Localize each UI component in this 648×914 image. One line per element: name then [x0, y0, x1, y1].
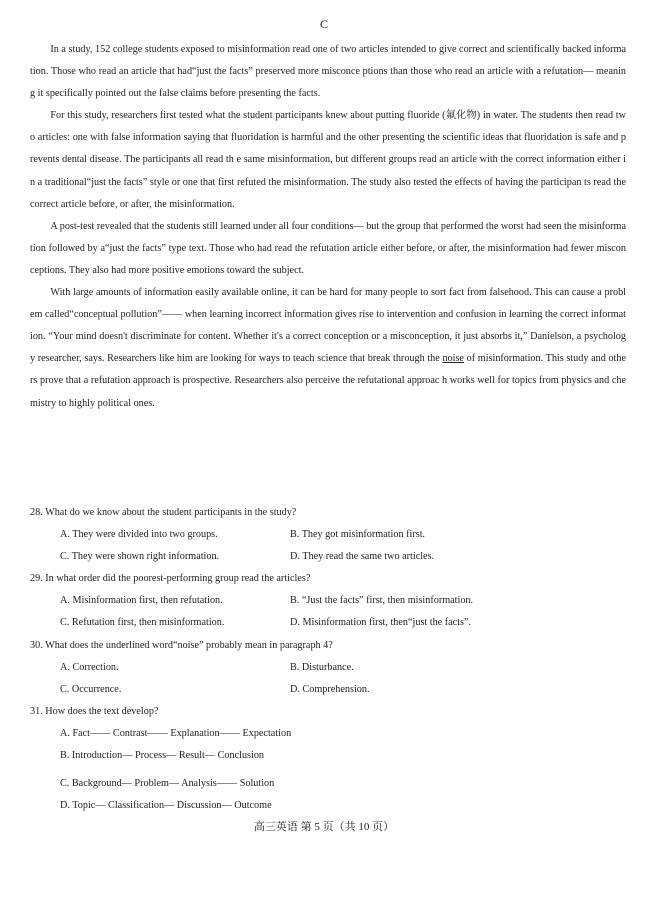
answer-option: D. Comprehension.	[290, 683, 370, 695]
option-row	[30, 773, 626, 795]
answer-option: B. Disturbance.	[290, 661, 354, 673]
paragraph-text: With large amounts of information easily available online, it can be hard for many people to sort fact from falsehood. This can cause a problem called“conceptual pollution”—— when learning incorrect information gives rise to intervention and confusion in learning the correct information. “Your mind doesn't discriminate for content. Whether it's a correct conception or a misconception, it just absorbs it,” Danielson, a psychology researcher, says. Researchers like him are looking for ways to teach science that break through the	[30, 287, 626, 365]
answer-option: D. Topic— Classification— Discussion— Outcome	[60, 800, 272, 812]
section-letter: C	[319, 17, 328, 31]
paragraph-text: In a study, 152 college students exposed to misinformation read one of two articles intended to give correct and scientifically backed information. Those who read an article that had“just the facts” preserved more misconce ptions than those who read an article with a refutation— meaning it specifically pointed out the false claims before presenting the facts.	[30, 44, 626, 100]
answer-option: C. Background— Problem— Analysis—— Solution	[60, 778, 275, 790]
option-row	[30, 795, 626, 817]
option-row	[30, 612, 626, 634]
reading-passage	[30, 39, 626, 415]
option-row	[30, 590, 626, 612]
paragraph-text: of misinformation. This study and others prove that a refutation approach is prospective. Researchers also perceive the refutational approac h works well for topics from physics and chemistry to highly political ones.	[30, 353, 627, 409]
answer-option: A. Misinformation first, then refutation.	[60, 595, 223, 607]
answer-option: C. They were shown right information.	[60, 551, 220, 563]
question-block	[30, 502, 626, 568]
answer-option: D. They read the same two articles.	[290, 551, 435, 563]
option-row	[30, 546, 626, 568]
question-block	[30, 635, 626, 701]
paragraph-text: A post-test revealed that the students still learned under all four conditions— but the group that performed the worst had seen the misinformation followed by a“just the facts” type text. Those who had read the refutation article either before, or after, the misinformation had fewer misconceptions. They also had more positive emotions toward the subject.	[30, 220, 626, 276]
question-block	[30, 701, 626, 817]
question-block	[30, 568, 626, 634]
option-row	[30, 723, 626, 745]
passage-paragraph	[30, 216, 626, 282]
question-stem: 28. What do we know about the student participants in the study?	[30, 507, 297, 518]
passage-paragraph	[30, 39, 626, 105]
passage-paragraph	[30, 105, 626, 215]
passage-paragraph	[30, 282, 626, 415]
answer-option: A. They were divided into two groups.	[60, 529, 218, 541]
option-row	[30, 745, 626, 767]
question-list	[30, 502, 626, 817]
answer-option: B. They got misinformation first.	[290, 529, 426, 541]
answer-option: C. Refutation first, then misinformation.	[60, 617, 225, 629]
answer-option: B. Introduction— Process— Result— Conclusion	[60, 750, 265, 762]
answer-option: A. Fact—— Contrast—— Explanation—— Expectation	[60, 727, 292, 739]
option-row	[30, 657, 626, 679]
option-row	[30, 524, 626, 546]
question-stem: 29. In what order did the poorest-performing group read the articles?	[30, 573, 311, 585]
answer-option: D. Misinformation first, then“just the facts”.	[290, 617, 472, 629]
question-stem: 30. What does the underlined word“noise” probably mean in paragraph 4?	[30, 639, 333, 651]
answer-option: C. Occurrence.	[60, 683, 122, 695]
underlined-word: noise	[442, 353, 464, 365]
question-stem: 31. How does the text develop?	[30, 705, 159, 717]
answer-option: B. “Just the facts” first, then misinformation.	[290, 595, 474, 607]
option-row	[30, 679, 626, 701]
answer-option: A. Correction.	[60, 661, 119, 673]
paragraph-text: For this study, researchers first tested what the student participants knew about putting fluoride (氟化物) in water. The students then read two articles: one with false information saying that fluoridation is harmful and the other presenting the scientific ideas that fluoridation is safe and prevents dental disease. The participants all read th e same misinformation, but different groups read an article with the correct information either in a traditional“just the facts” style or one that first refuted the misinformation. The study also tested the effects of having the participan ts read the correct article before, or after, the misinformation.	[30, 110, 626, 210]
page-footer: 高三英语 第 5 页（共 10 页）	[253, 821, 395, 833]
